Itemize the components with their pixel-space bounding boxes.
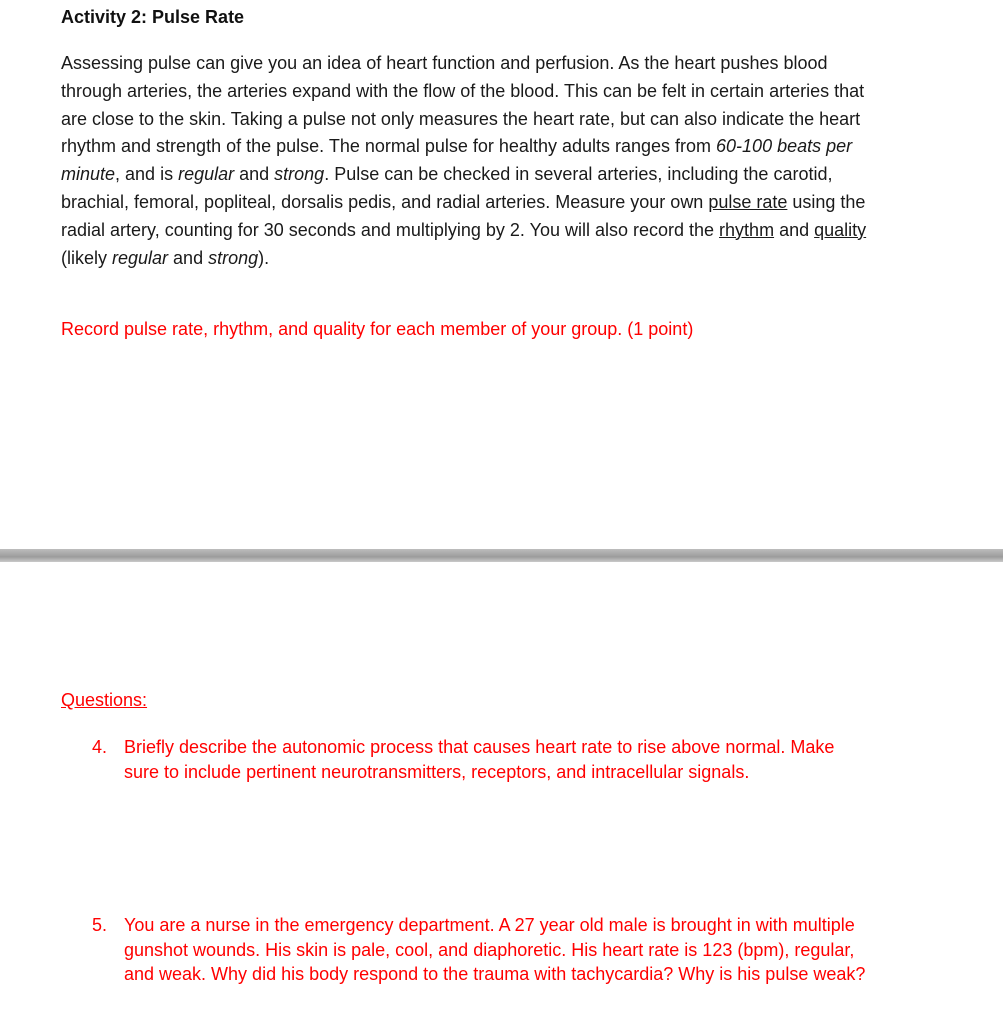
regular-emphasis-2: regular: [112, 247, 169, 268]
description-text: ).: [258, 247, 270, 268]
pulse-rate-underlined: pulse rate: [708, 191, 788, 212]
questions-heading: Questions:: [61, 690, 148, 710]
description-text: and: [168, 247, 209, 268]
strong-emphasis: strong: [274, 164, 325, 185]
description-text: and: [234, 164, 275, 185]
question-4: [92, 735, 872, 784]
question-text: You are a nurse in the emergency department. A 27 year old male is brought in with multiple gunshot wounds. His skin is pale, cool, and diaphoretic. His heart rate is 123 (bpm), regular, and weak. Why did his body respond to the trauma with tachycardia? Why is his pulse weak?: [124, 915, 866, 984]
description-text: Assessing pulse can give you an idea of heart function and perfusion. As the heart pushes blood through arteries, the arteries expand with the flow of the blood. This can be felt in certain arteries that are close to the skin. Taking a pulse not only measures the heart rate, but can also indicate the heart rhythm and strength of the pulse. The normal pulse for healthy adults ranges from: [61, 53, 865, 157]
document-page-bottom: [0, 562, 1003, 1024]
pulse-range-emphasis: 60-100 beats per minute: [61, 136, 853, 185]
description-text: , and is: [115, 164, 179, 185]
regular-emphasis: regular: [178, 164, 235, 185]
question-5: [92, 913, 872, 987]
activity-title: Activity 2: Pulse Rate: [61, 7, 245, 27]
strong-emphasis-2: strong: [208, 247, 259, 268]
record-instruction: Record pulse rate, rhythm, and quality for each member of your group. (1 point): [61, 319, 694, 339]
question-text: Briefly describe the autonomic process that causes heart rate to rise above normal. Make sure to include pertinent neurotransmitters, receptors, and intracellular signals.: [124, 737, 835, 782]
question-number: 4.: [92, 737, 108, 757]
activity-description: [61, 50, 891, 272]
rhythm-underlined: rhythm: [719, 219, 775, 240]
description-text: . Pulse can be checked in several arteries, including the carotid, brachial, femoral, popliteal, dorsalis pedis, and radial arteries. Measure your own: [61, 164, 833, 212]
description-text: using the radial artery, counting for 30 seconds and multiplying by 2. You will also record the: [61, 191, 866, 240]
description-text: (likely: [61, 247, 113, 268]
description-text: and: [774, 219, 815, 240]
page-separator: [0, 549, 1003, 562]
quality-underlined: quality: [814, 219, 867, 240]
question-number: 5.: [92, 915, 108, 935]
